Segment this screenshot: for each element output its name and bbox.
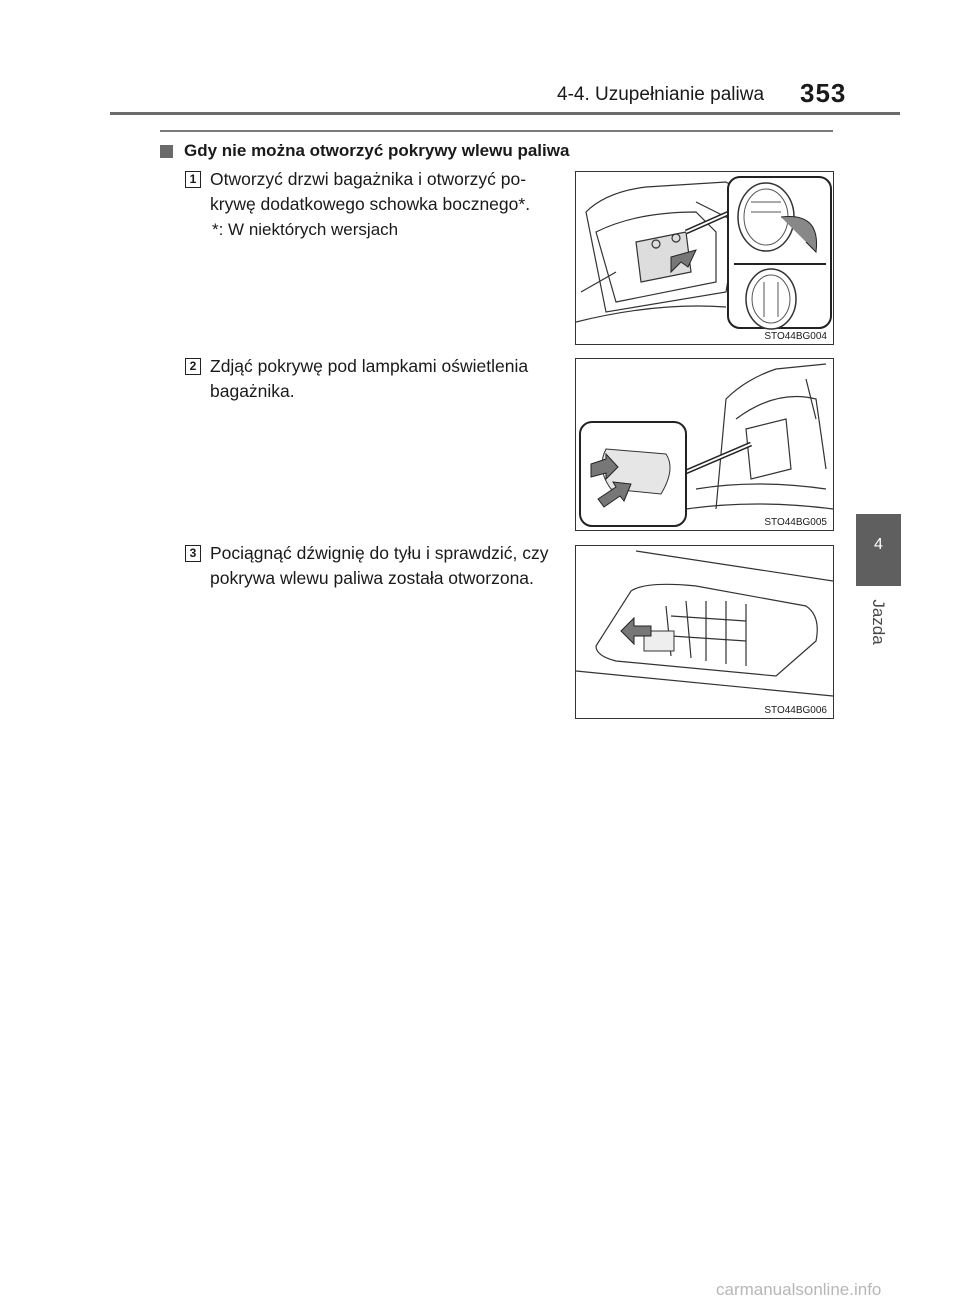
chapter-number: 4 [874, 536, 883, 553]
section-heading [160, 141, 569, 161]
watermark: carmanualsonline.info [716, 1280, 882, 1299]
chapter-label-text: Jazda [869, 599, 888, 645]
step-number-2: 2 [185, 358, 201, 375]
page-number: 353 [800, 78, 847, 108]
step-2-text [210, 354, 562, 404]
luggage-compartment-illustration [576, 172, 833, 344]
figure-side-storage-cover [575, 171, 834, 345]
running-header-section: 4-4. Uzupełnianie paliwa [557, 84, 765, 105]
trunk-lamp-cover-illustration [576, 359, 833, 530]
chapter-label [858, 592, 898, 652]
heading-bullet-icon [160, 145, 173, 158]
step-1-text [210, 167, 562, 217]
section-heading-text: Gdy nie można otworzyć pokrywy wlewu paliwa [184, 141, 570, 160]
figure-cover-under-lamps [575, 358, 834, 531]
step-1-line-1: Otworzyć drzwi bagażnika i otworzyć po- [210, 169, 527, 189]
step-3-line-2: pokrywa wlewu paliwa została otworzona. [210, 568, 534, 588]
fuel-lid-lever-illustration [576, 546, 833, 718]
footnote: *: W niektórych wersjach [212, 220, 399, 239]
step-2-line-1: Zdjąć pokrywę pod lampkami oświetlenia [210, 356, 529, 376]
header-rule [110, 112, 900, 115]
chapter-tab [856, 514, 901, 586]
section-rule [160, 130, 833, 132]
figure-release-lever [575, 545, 834, 719]
figure-code-2: STO44BG005 [764, 517, 827, 528]
figure-code-1: STO44BG004 [764, 331, 827, 342]
step-1-line-2: krywę dodatkowego schowka bocznego*. [210, 194, 531, 214]
figure-code-3: STO44BG006 [764, 705, 827, 716]
step-2-line-2: bagażnika. [210, 381, 295, 401]
step-3-line-1: Pociągnąć dźwignię do tyłu i sprawdzić, czy [210, 543, 549, 563]
step-3-text [210, 541, 562, 591]
step-number-1: 1 [185, 171, 201, 188]
step-number-3: 3 [185, 545, 201, 562]
